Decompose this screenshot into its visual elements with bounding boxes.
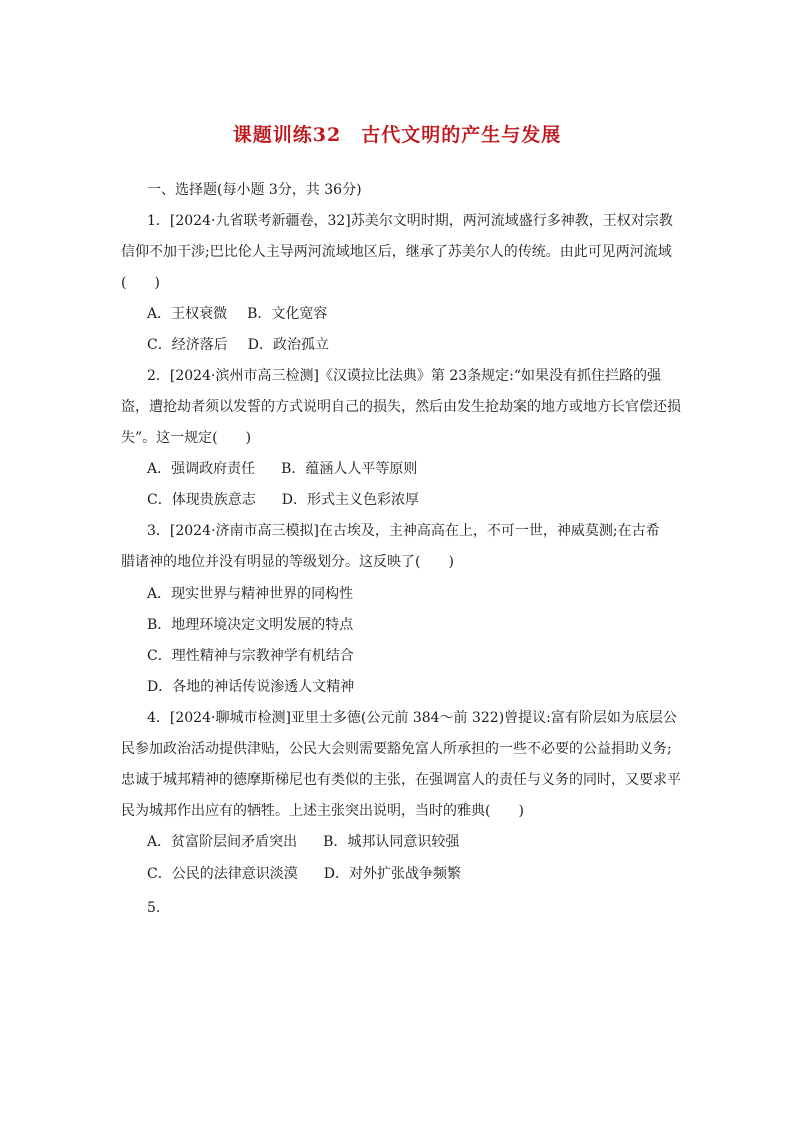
question-4-line-3: 忠诚于城邦精神的德摩斯梯尼也有类似的主张，在强调富人的责任与义务的同时，又要求平 [121, 772, 681, 788]
question-4-line-4: 民为城邦作出应有的牺牲。上述主张突出说明，当时的雅典( ) [121, 803, 524, 819]
question-1-options-row-2 [147, 335, 329, 355]
section-heading: 一、选择题(每小题 3分，共 36分) [147, 182, 362, 198]
question-3-option-d: D．各地的神话传说渗透人文精神 [147, 679, 355, 695]
question-2-line-2: 盗，遭抢劫者须以发誓的方式说明自己的损失，然后由发生抢劫案的地方或地方长官偿还损 [121, 399, 681, 415]
question-2-options-row-1 [147, 459, 417, 479]
question-4-line-1: 4．[2024·聊城市检测]亚里士多德(公元前 384～前 322)曾提议:富有阶层如为底层公 [147, 710, 677, 726]
question-1-option-a: A．王权衰微 [147, 306, 228, 322]
question-2-option-d: D．形式主义色彩浓厚 [281, 492, 419, 508]
question-1-line-1: 1．[2024·九省联考新疆卷，32]苏美尔文明时期，两河流域盛行多神教，王权对宗教 [147, 213, 673, 229]
question-1-option-b: B．文化宽容 [247, 306, 328, 322]
question-1-options-row-1 [147, 304, 327, 324]
question-4-options-row-1 [147, 832, 459, 852]
question-4-option-c: C．公民的法律意识淡漠 [147, 866, 298, 882]
question-1-answer-blank: ( ) [121, 275, 160, 291]
question-4-option-a: A．贫富阶层间矛盾突出 [147, 834, 298, 850]
question-4-options-row-2 [147, 864, 461, 884]
question-4-option-d: D．对外扩张战争频繁 [323, 866, 461, 882]
question-2-line-1: 2．[2024·滨州市高三检测]《汉谟拉比法典》第 23条规定:“如果没有抓住拦路的强 [147, 368, 662, 384]
question-5-number: 5. [147, 900, 161, 916]
question-1-option-c: C．经济落后 [147, 337, 228, 353]
question-1-line-2: 信仰不加干涉;巴比伦人主导两河流域地区后，继承了苏美尔人的传统。由此可见两河流域 [121, 244, 672, 260]
question-3-option-b: B．地理环境决定文明发展的特点 [147, 617, 354, 633]
question-2-option-b: B．蕴涵人人平等原则 [281, 461, 418, 477]
question-1-option-d: D．政治孤立 [247, 337, 329, 353]
question-2-option-c: C．体现贵族意志 [147, 492, 256, 508]
question-3-option-c: C．理性精神与宗教神学有机结合 [147, 648, 354, 664]
page-title: 课题训练32 古代文明的产生与发展 [232, 124, 562, 146]
question-3-line-1: 3．[2024·济南市高三模拟]在古埃及，主神高高在上，不可一世，神威莫测;在古希 [147, 523, 660, 539]
question-2-options-row-2 [147, 490, 419, 510]
question-3-option-a: A．现实世界与精神世界的同构性 [147, 586, 354, 602]
question-4-line-2: 民参加政治活动提供津贴，公民大会则需要豁免富人所承担的一些不必要的公益捐助义务; [121, 741, 672, 757]
question-2-option-a: A．强调政府责任 [147, 461, 256, 477]
question-3-line-2: 腊诸神的地位并没有明显的等级划分。这反映了( ) [121, 554, 454, 570]
question-4-option-b: B．城邦认同意识较强 [323, 834, 460, 850]
question-2-line-3: 失”。这一规定( ) [121, 430, 252, 446]
